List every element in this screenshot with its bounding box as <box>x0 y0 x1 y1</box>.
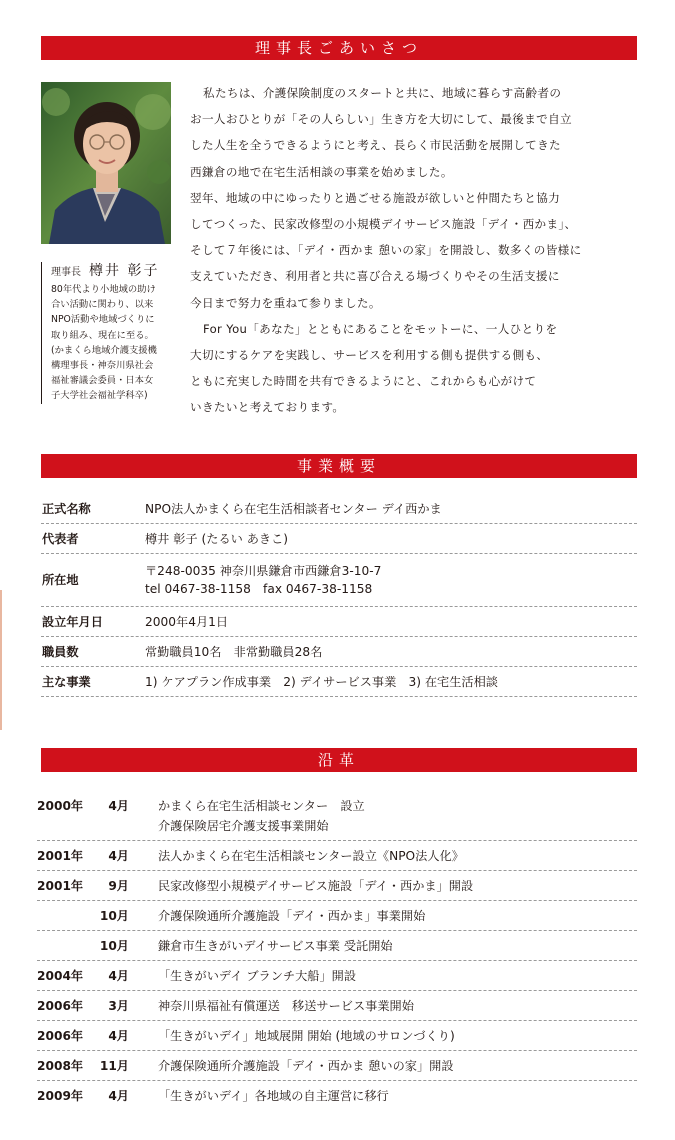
history-row <box>37 1021 637 1051</box>
history-month: 10月 <box>99 939 129 953</box>
overview-label: 設立年月日 <box>42 614 103 629</box>
phone-fax-text: tel 0467-38-1158 fax 0467-38-1158 <box>145 582 373 596</box>
history-date <box>37 846 158 866</box>
history-row <box>37 1081 637 1110</box>
greeting-line: 支えていただき、利用者と共に喜び合える場づくりやその生活支援に <box>190 269 560 284</box>
profile-line: NPO活動や地域づくりに <box>51 314 155 326</box>
history-event-line: 法人かまくら在宅生活相談センター設立《NPO法人化》 <box>158 849 464 863</box>
overview-value: 樽井 彰子 (たるい あきこ) <box>145 531 289 546</box>
chairperson-role: 理事長 <box>51 267 81 278</box>
history-event <box>158 936 637 956</box>
history-date <box>37 906 158 926</box>
greeting-line: 私たちは、介護保険制度のスタートと共に、地域に暮らす高齢者の <box>203 86 562 100</box>
history-row <box>37 1051 637 1081</box>
history-row <box>37 871 637 901</box>
history-event <box>158 906 637 926</box>
history-event-line: 鎌倉市生きがいデイサービス事業 受託開始 <box>158 939 393 953</box>
history-event <box>158 996 637 1016</box>
overview-value: 2000年4月1日 <box>145 614 229 629</box>
greeting-line: ともに充実した時間を共有できるようにと、これからも心がけて <box>190 374 537 389</box>
profile-line: 合い活動に関わり、以来 <box>51 299 154 311</box>
history-date <box>37 1026 158 1046</box>
chairperson-name: 樽井 彰子 <box>89 263 160 279</box>
chairperson-photo <box>41 82 171 244</box>
overview-row-address <box>41 554 637 607</box>
overview-label: 代表者 <box>42 531 79 546</box>
page-edge-mark <box>0 590 2 730</box>
overview-label: 所在地 <box>42 573 79 587</box>
overview-row-services <box>41 667 637 697</box>
greeting-line: してつくった、民家改修型の小規模デイサービス施設「デイ・西かま」、 <box>190 217 577 232</box>
history-year: 2001年 <box>37 879 84 893</box>
history-month: 9月 <box>108 879 129 893</box>
history-row <box>37 841 637 871</box>
history-month: 4月 <box>108 799 129 813</box>
history-event <box>158 876 637 896</box>
history-date <box>37 936 158 956</box>
history-timeline <box>37 792 637 1110</box>
overview-row-representative <box>41 524 637 554</box>
history-event <box>158 1056 637 1076</box>
history-date <box>37 796 158 816</box>
profile-line: 構理事長・神奈川県社会 <box>51 360 154 372</box>
history-date <box>37 1056 158 1076</box>
history-month: 4月 <box>108 1029 129 1043</box>
history-year: 2000年 <box>37 799 84 813</box>
greeting-line: 西鎌倉の地で在宅生活相談の事業を始めました。 <box>190 164 453 179</box>
greeting-section-header: 理事長ごあいさつ <box>41 36 637 60</box>
history-month: 10月 <box>99 909 129 923</box>
address-text: 〒248-0035 神奈川県鎌倉市西鎌倉3-10-7 <box>145 564 382 578</box>
history-year: 2006年 <box>37 999 84 1013</box>
history-event <box>158 966 637 986</box>
history-event-line: 介護保険通所介護施設「デイ・西かま」事業開始 <box>158 909 426 923</box>
overview-row-staff <box>41 637 637 667</box>
overview-value: 常勤職員10名 非常勤職員28名 <box>145 644 323 659</box>
history-year: 2001年 <box>37 849 84 863</box>
chairperson-portrait-image <box>41 82 171 244</box>
greeting-line: 大切にするケアを実践し、サービスを利用する側も提供する側も、 <box>190 348 549 363</box>
overview-label: 主な事業 <box>42 674 91 689</box>
history-month: 11月 <box>99 1059 129 1073</box>
history-event <box>158 796 637 836</box>
greeting-line: 翌年、地域の中にゆったりと過ごせる施設が欲しいと仲間たちと協力 <box>190 190 561 205</box>
overview-section-header: 事業概要 <box>41 454 637 478</box>
history-month: 4月 <box>108 1089 129 1103</box>
history-event <box>158 846 637 866</box>
chairperson-profile <box>51 282 186 404</box>
overview-value: 1) ケアプラン作成事業 2) デイサービス事業 3) 在宅生活相談 <box>145 674 498 689</box>
history-year: 2006年 <box>37 1029 84 1043</box>
history-event-line: かまくら在宅生活相談センター 設立 <box>158 799 365 813</box>
overview-label: 職員数 <box>42 644 79 659</box>
history-event <box>158 1086 637 1106</box>
profile-line: 80年代より小地域の助け <box>51 284 156 295</box>
history-date <box>37 876 158 896</box>
greeting-line: いきたいと考えております。 <box>190 400 345 415</box>
history-month: 3月 <box>108 999 129 1013</box>
overview-value: NPO法人かまくら在宅生活相談者センター デイ西かま <box>145 501 442 516</box>
overview-label: 正式名称 <box>42 501 91 516</box>
history-event-line: 介護保険居宅介護支援事業開始 <box>158 819 329 833</box>
history-event-line: 「生きがいデイ」地域展開 開始 (地域のサロンづくり) <box>158 1029 455 1043</box>
profile-line: 福祉審議会委員・日本女 <box>51 375 154 387</box>
history-row <box>37 792 637 841</box>
history-row <box>37 961 637 991</box>
profile-line: 取り組み、現在に至る。 <box>51 329 154 341</box>
profile-line: 子大学社会福祉学科卒) <box>51 390 148 402</box>
overview-table <box>41 494 637 697</box>
history-row <box>37 991 637 1021</box>
greeting-message <box>190 80 640 421</box>
history-row <box>37 931 637 961</box>
history-date <box>37 966 158 986</box>
history-month: 4月 <box>108 849 129 863</box>
greeting-line: した人生を全うできるようにと考え、長らく市民活動を展開してきた <box>190 138 561 153</box>
history-event <box>158 1026 637 1046</box>
history-section-header: 沿革 <box>41 748 637 772</box>
history-row <box>37 901 637 931</box>
history-date <box>37 996 158 1016</box>
history-event-line: 神奈川県福祉有償運送 移送サービス事業開始 <box>158 999 414 1013</box>
greeting-line: お一人おひとりが「その人らしい」生き方を大切にして、最後まで自立 <box>190 112 572 127</box>
history-year: 2008年 <box>37 1059 84 1073</box>
chairperson-name-line <box>51 262 186 282</box>
history-month: 4月 <box>108 969 129 983</box>
profile-line: (かまくら地域介護支援機 <box>51 344 157 356</box>
overview-row-established <box>41 607 637 637</box>
overview-row-official-name <box>41 494 637 524</box>
history-year: 2009年 <box>37 1089 84 1103</box>
history-event-line: 「生きがいデイ ブランチ大船」開設 <box>158 969 357 983</box>
history-date <box>37 1086 158 1106</box>
overview-value-block <box>145 562 637 598</box>
history-event-line: 民家改修型小規模デイサービス施設「デイ・西かま」開設 <box>158 879 474 893</box>
greeting-line: そして７年後には、「デイ・西かま 憩いの家」を開設し、数多くの皆様に <box>190 243 582 258</box>
history-event-line: 介護保険通所介護施設「デイ・西かま 憩いの家」開設 <box>158 1059 454 1073</box>
greeting-line: 今日まで努力を重ねて参りました。 <box>190 295 381 310</box>
history-event-line: 「生きがいデイ」各地域の自主運営に移行 <box>158 1089 389 1103</box>
greeting-line: For You「あなた」とともにあることをモットーに、一人ひとりを <box>203 321 558 336</box>
chairperson-caption <box>41 262 186 404</box>
history-year: 2004年 <box>37 969 84 983</box>
